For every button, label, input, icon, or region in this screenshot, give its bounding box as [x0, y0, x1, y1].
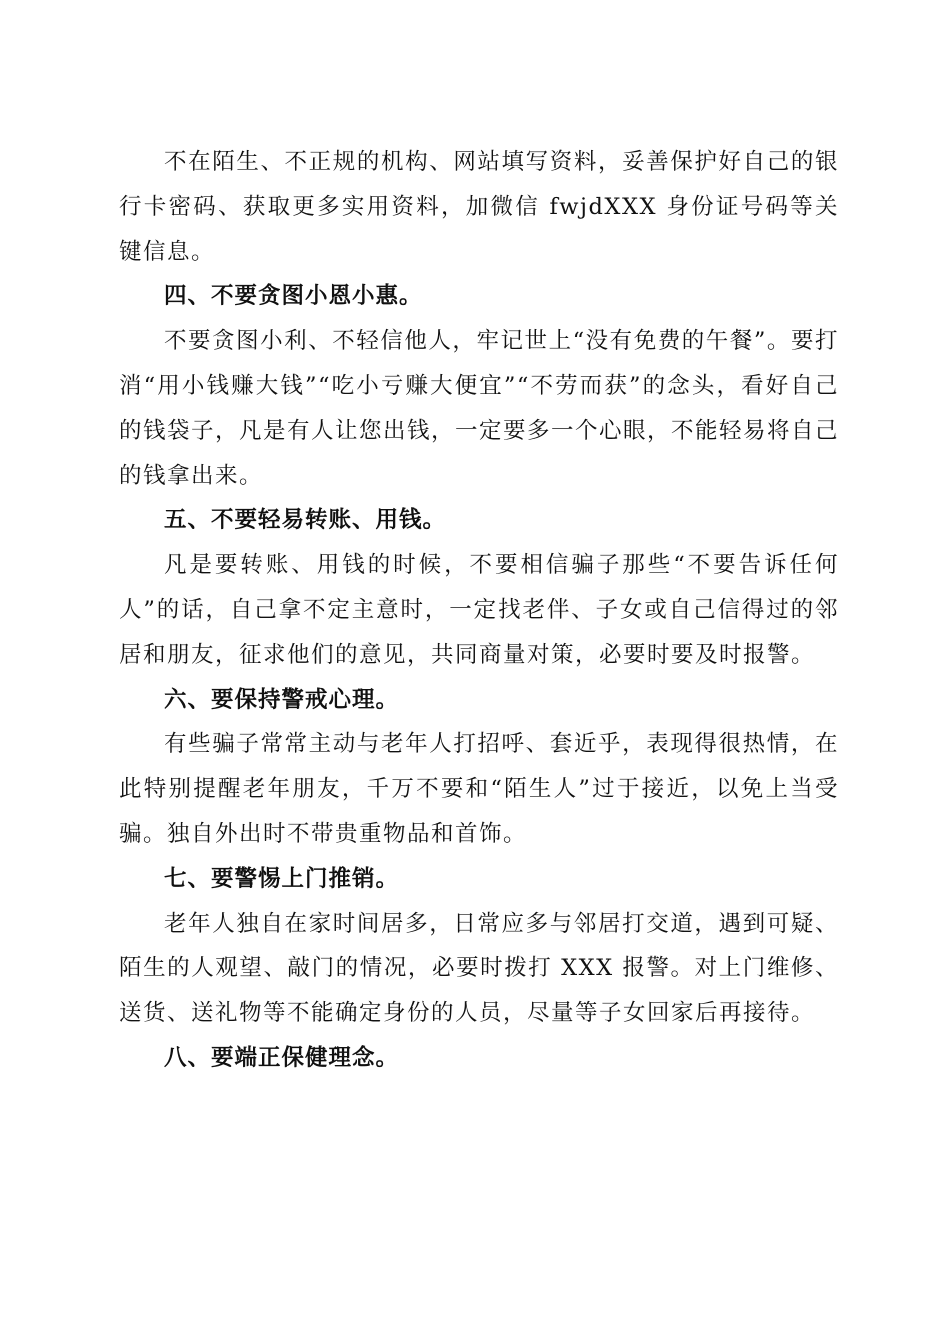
heading-section-5: 五、不要轻易转账、用钱。 [164, 507, 447, 534]
paragraph-info-protection: 不在陌生、不正规的机构、网站填写资料，妥善保护好自己的银行卡密码、获取更多实用资料，加微信 fwjdXXX 身份证号码等关键信息。 [119, 149, 839, 265]
paragraph-transfer-caution: 凡是要转账、用钱的时候，不要相信骗子那些“不要告诉任何人”的话，自己拿不定主意时，一定找老伴、子女或自己信得过的邻居和朋友，征求他们的意见，共同商量对策，必要时要及时报警。 [119, 552, 839, 668]
paragraph-no-free-lunch: 不要贪图小利、不轻信他人，牢记世上“没有免费的午餐”。要打消“用小钱赚大钱”“吃小亏赚大便宜”“不劳而获”的念头，看好自己的钱袋子，凡是有人让您出钱，一定要多一个心眼，不能轻易将自己的钱拿出来。 [119, 328, 840, 489]
heading-section-6: 六、要保持警戒心理。 [164, 686, 400, 713]
heading-section-4: 四、不要贪图小恩小惠。 [164, 283, 423, 310]
heading-section-8: 八、要端正保健理念。 [164, 1044, 400, 1071]
heading-section-7: 七、要警惕上门推销。 [164, 865, 400, 892]
paragraph-stay-alert: 有些骗子常常主动与老年人打招呼、套近乎，表现得很热情，在此特别提醒老年朋友，千万不要和“陌生人”过于接近，以免上当受骗。独自外出时不带贵重物品和首饰。 [119, 731, 839, 847]
paragraph-door-to-door: 老年人独自在家时间居多，日常应多与邻居打交道，遇到可疑、陌生的人观望、敲门的情况，必要时拨打 XXX 报警。对上门维修、送货、送礼物等不能确定身份的人员，尽量等子女回家后再接待。 [119, 910, 839, 1027]
document-body [119, 140, 839, 1081]
